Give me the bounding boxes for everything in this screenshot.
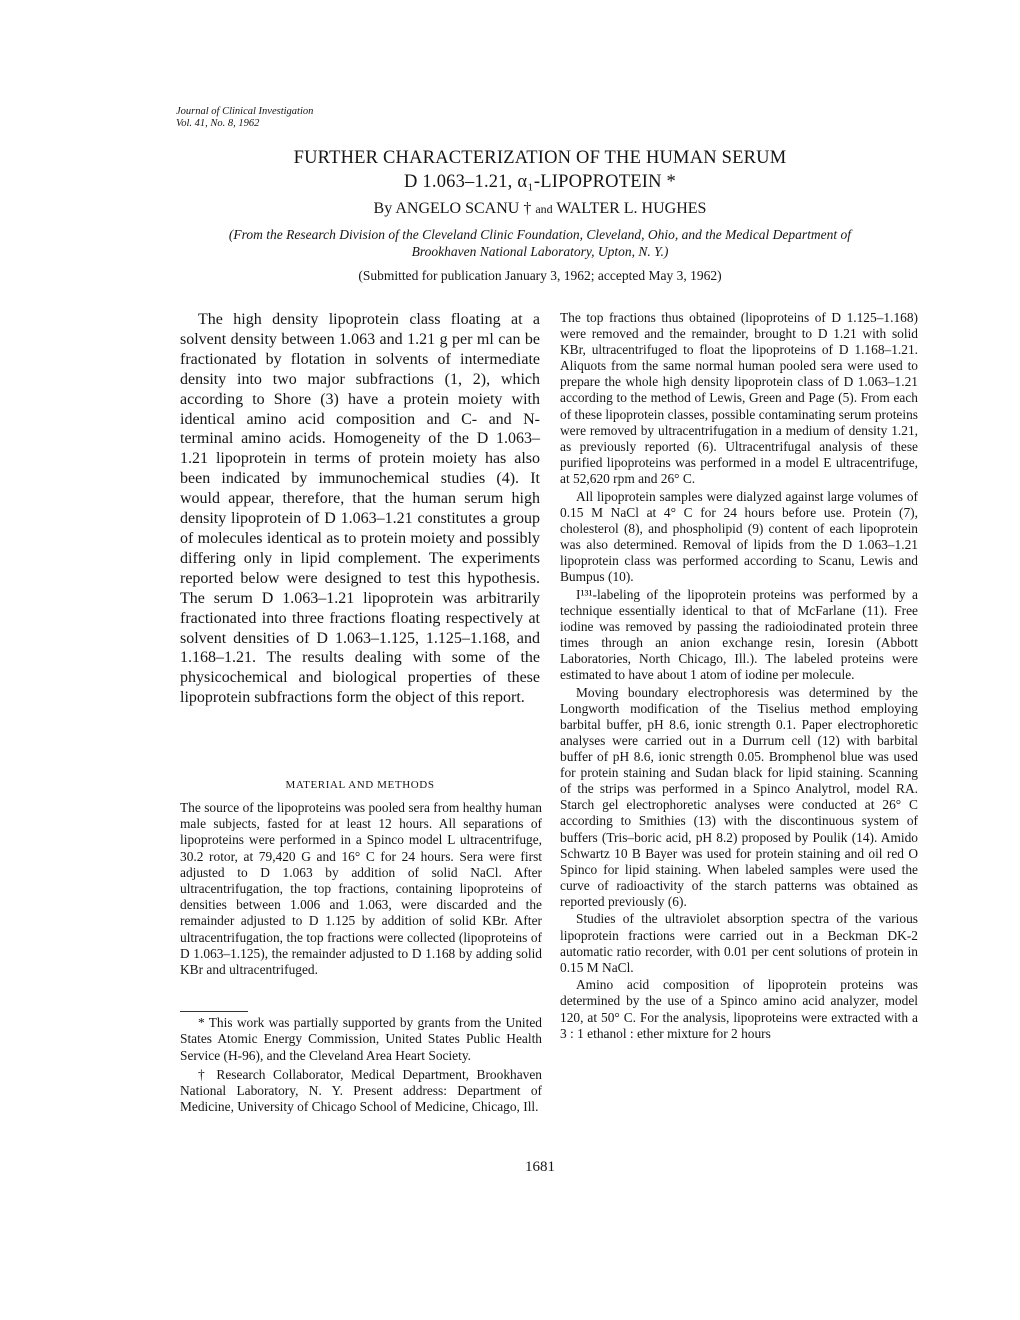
footnote-divider	[180, 1011, 248, 1012]
byline-and: and	[535, 202, 553, 216]
affiliation: (From the Research Division of the Cleveland Clinic Foundation, Cleveland, Ohio, and the Medical Department of Brookhaven National Laboratory, Upton, N. Y.)	[228, 227, 852, 259]
section-heading-methods: MATERIAL AND METHODS	[285, 779, 435, 791]
journal-citation	[176, 106, 313, 130]
byline-by: By	[373, 200, 393, 217]
right-paragraph-ultraviolet: Studies of the ultraviolet absorption spectra of the various lipoprotein fractions were carried out in a Beckman DK-2 automatic ratio recorder, with 0.01 per cent solutions of protein in 0.15 M NaCl.	[560, 911, 918, 975]
footnote-funding: * This work was partially supported by grants from the United States Atomic Energy Commission, United States Public Health Service (H-96), and the Cleveland Area Heart Society.	[180, 1015, 542, 1063]
introduction-paragraph	[180, 310, 540, 708]
right-paragraph-amino-acids: Amino acid composition of lipoprotein proteins was determined by the use of a Spinco amino acid analyzer, model 120, at 50° C. For the analysis, lipoproteins were extracted with a 3 : 1 ethanol : ether mixture for 2 hours	[560, 977, 918, 1041]
article-title-line-1: FURTHER CHARACTERIZATION OF THE HUMAN SERUM	[293, 148, 787, 168]
right-paragraph-fractions: The top fractions thus obtained (lipoproteins of D 1.125–1.168) were removed and the remainder, brought to D 1.21 with solid KBr, ultracentrifuged to float the lipoproteins of D 1.168–1.21. Aliquots from the same normal human pooled sera were used to prepare the whole high density lipoprotein class of D 1.063–1.21 according to the method of Lewis, Green and Page (5). From each of these lipoprotein classes, possible contaminating serum proteins were removed by ultracentrifugation in a medium of density 1.21, as previously reported (6). Ultracentrifugal analysis of these purified lipoproteins was performed in a model E ultracentrifuge, at 52,620 rpm and 26° C.	[560, 310, 918, 486]
author-hughes: WALTER L. HUGHES	[556, 200, 707, 217]
author-scanu: ANGELO SCANU †	[395, 200, 532, 217]
journal-name: Journal of Clinical Investigation	[176, 106, 314, 117]
footnotes	[180, 1015, 542, 1119]
right-paragraph-electrophoresis: Moving boundary electrophoresis was determined by the Longworth modification of the Tiselius method employing barbital buffer, pH 8.6, ionic strength 0.1. Paper electrophoretic analyses were carried out in a Durrum cell (12) with barbital buffer of pH 8.6, ionic strength 0.05. Bromphenol blue was used for protein staining and Sudan black for lipid staining. Scanning of the strips was performed in a Spinco Analytrol, model RA. Starch gel electrophoretic analyses were conducted at 26° C according to Smithies (13) with the discontinuous system of buffers (Tris–boric acid, pH 8.2) proposed by Poulik (14). Amido Schwartz 10 B Bayer was used for protein staining and oil red O Spinco for lipid staining. When labeled samples were used the curve of radioactivity of the starch patterns was obtained as reported previously (6).	[560, 684, 918, 909]
byline	[180, 200, 900, 218]
article-title-line-2: D 1.063–1.21, α₁-LIPOPROTEIN *	[404, 172, 676, 192]
methods-paragraph	[180, 800, 542, 978]
right-paragraph-iodine-labeling: I¹³¹-labeling of the lipoprotein proteins was performed by a technique essentially identical to that of McFarlane (11). Free iodine was removed by passing the radioiodinated protein three times through an anion exchange resin, Ioresin (Abbott Laboratories, North Chicago, Ill.). The labeled proteins were estimated to have about 1 atom of iodine per molecule.	[560, 586, 918, 683]
journal-volume: Vol. 41, No. 8, 1962	[176, 118, 260, 129]
intro-text: The high density lipoprotein class floating at a solvent density between 1.063 and 1.21 g per ml can be fractionated by flotation in solvents of intermediate density into two major subfractions (1, 2), which according to Shore (3) have a protein moiety with identical amino acid composition and C- and N-terminal amino acids. Homogeneity of the D 1.063–1.21 lipoprotein in terms of protein moiety has also been indicated by immunochemical studies (4). It would appear, therefore, that the human serum high density lipoprotein of D 1.063–1.21 constitutes a group of molecules identical as to protein moiety and possibly differing only in lipid complement. The experiments reported below were designed to test this hypothesis. The serum D 1.063–1.21 lipoprotein was arbitrarily fractionated into three fractions floating respectively at solvent densities of D 1.063–1.125, 1.125–1.168, and 1.168–1.21. The results dealing with some of the physicochemical and biological properties of these lipoprotein subfractions form the object of this report.	[180, 311, 540, 707]
right-column	[560, 310, 918, 1043]
right-paragraph-dialysis: All lipoprotein samples were dialyzed against large volumes of 0.15 M NaCl at 4° C for 24 hours before use. Protein (7), cholesterol (8), and phospholipid (9) content of each lipoprotein was also determined. Removal of lipids from the D 1.063–1.21 lipoprotein class was performed according to Scanu, Lewis and Bumpus (10).	[560, 488, 918, 584]
methods-text: The source of the lipoproteins was pooled sera from healthy human male subjects, fasted for at least 12 hours. All separations of lipoproteins were performed in a Spinco model L ultracentrifuge, 30.2 rotor, at 79,420 G and 16° C for 24 hours. Sera were first adjusted to D 1.063 by addition of solid NaCl. After ultracentrifugation, the top fractions, containing lipoproteins of densities between 1.006 and 1.063, were discarded and the remainder adjusted to D 1.125 by addition of solid KBr. After ultracentrifugation, the top fractions were collected (lipoproteins of D 1.063–1.125), the remainder adjusted to D 1.168 by adding solid KBr and ultracentrifuged.	[180, 800, 542, 978]
page-number: 1681	[525, 1159, 555, 1175]
footnote-author-address: † Research Collaborator, Medical Department, Brookhaven National Laboratory, N. Y. Present address: Department of Medicine, University of Chicago School of Medicine, Chicago, Ill.	[180, 1066, 542, 1115]
submission-dates: (Submitted for publication January 3, 1962; accepted May 3, 1962)	[358, 268, 722, 283]
